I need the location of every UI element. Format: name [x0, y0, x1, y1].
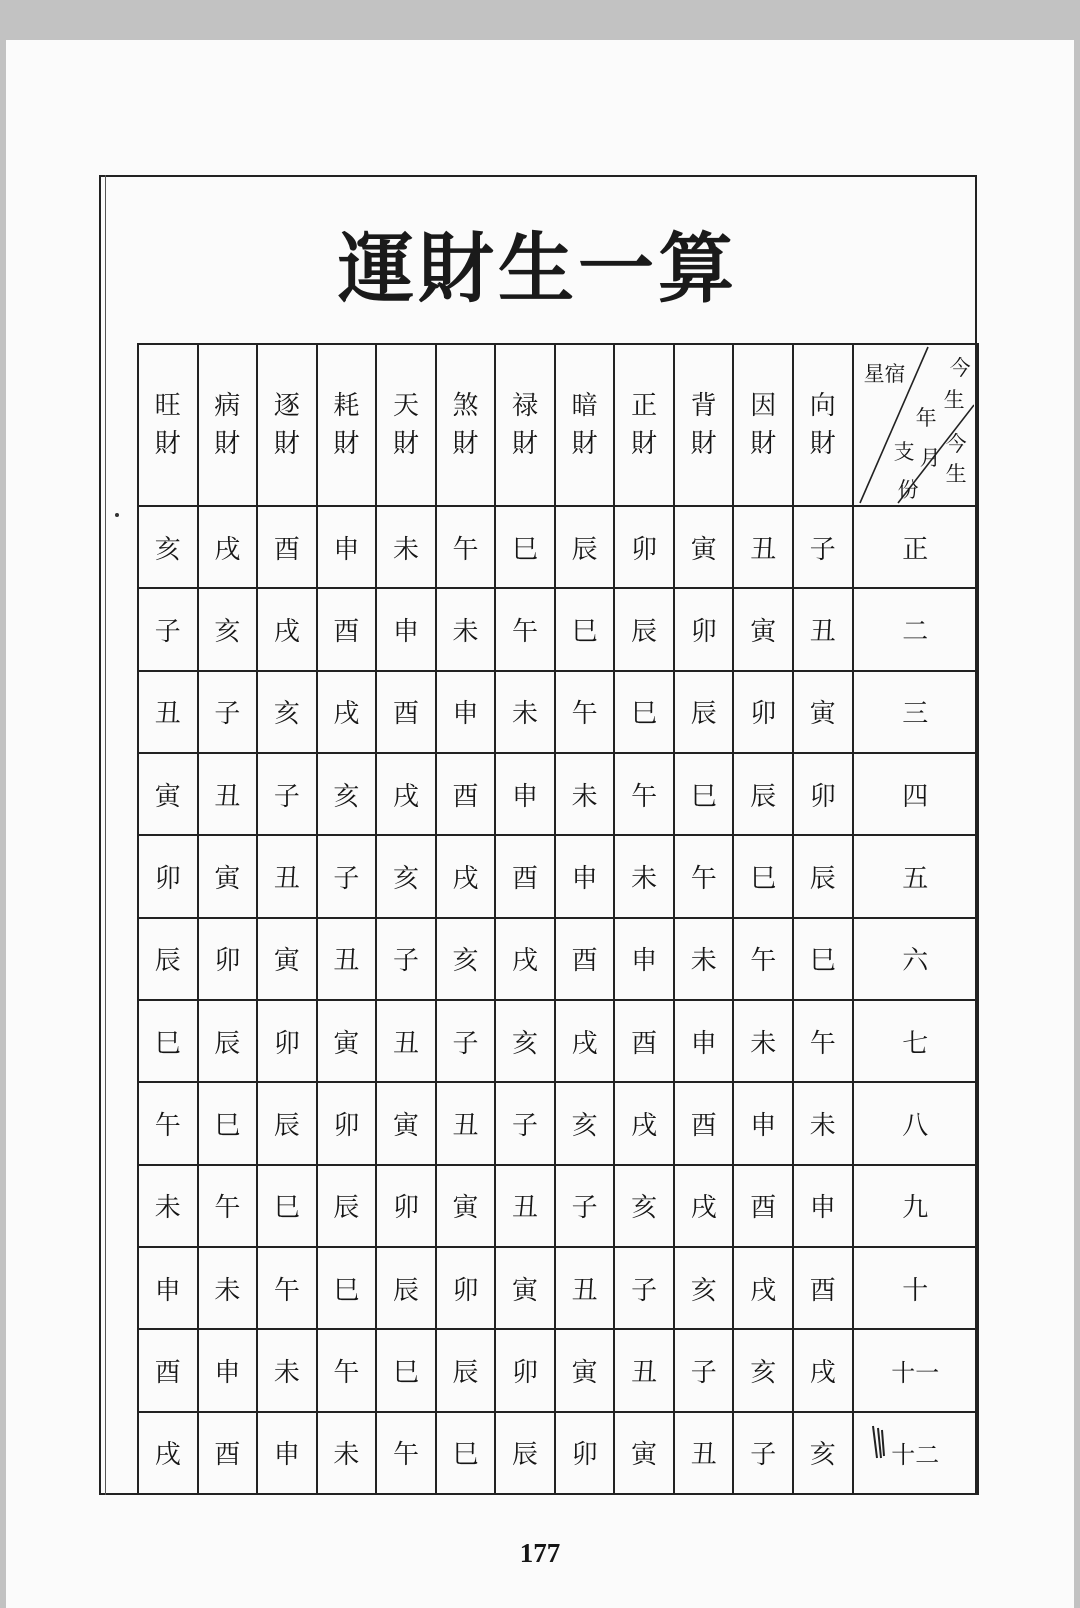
- table-cell: 申: [733, 1082, 793, 1164]
- column-header: [733, 344, 793, 506]
- table-cell: 辰: [376, 1247, 436, 1329]
- table-cell: 酉: [495, 835, 555, 917]
- table-cell: 申: [793, 1165, 853, 1247]
- corner-label-right-1: 今: [945, 432, 967, 456]
- table-cell: 戌: [138, 1412, 198, 1494]
- month-label: 十一: [853, 1329, 978, 1411]
- month-label: 正: [853, 506, 978, 588]
- table-cell: 申: [376, 588, 436, 670]
- table-row: [138, 1165, 978, 1247]
- month-label: 九: [853, 1165, 978, 1247]
- table-cell: 子: [793, 506, 853, 588]
- table-cell: 寅: [198, 835, 258, 917]
- column-header-label: 因財: [750, 391, 777, 459]
- column-header-label: 旺財: [154, 391, 181, 459]
- table-cell: 丑: [138, 671, 198, 753]
- column-header: [793, 344, 853, 506]
- table-cell: 卯: [198, 918, 258, 1000]
- table-cell: 酉: [674, 1082, 734, 1164]
- table-cell: 卯: [674, 588, 734, 670]
- table-cell: 子: [257, 753, 317, 835]
- table-cell: 戌: [674, 1165, 734, 1247]
- table-cell: 子: [436, 1000, 496, 1082]
- month-label: 六: [853, 918, 978, 1000]
- table-cell: 卯: [257, 1000, 317, 1082]
- table-cell: 亥: [436, 918, 496, 1000]
- table-cell: 亥: [495, 1000, 555, 1082]
- table-row: [138, 1329, 978, 1411]
- table-cell: 卯: [376, 1165, 436, 1247]
- table-cell: 未: [257, 1329, 317, 1411]
- table-cell: 未: [674, 918, 734, 1000]
- table-cell: 辰: [793, 835, 853, 917]
- table-cell: 午: [733, 918, 793, 1000]
- table-cell: 戌: [733, 1247, 793, 1329]
- table-cell: 子: [376, 918, 436, 1000]
- table-cell: 申: [436, 671, 496, 753]
- table-cell: 亥: [733, 1329, 793, 1411]
- table-cell: 辰: [733, 753, 793, 835]
- table-cell: 巳: [317, 1247, 377, 1329]
- column-header-label: 耗財: [333, 391, 360, 459]
- table-cell: 卯: [555, 1412, 615, 1494]
- table-cell: 午: [138, 1082, 198, 1164]
- month-label: 三: [853, 671, 978, 753]
- table-cell: 戌: [793, 1329, 853, 1411]
- table-cell: 戌: [436, 835, 496, 917]
- table-cell: 申: [198, 1329, 258, 1411]
- table-cell: 戌: [555, 1000, 615, 1082]
- corner-label-mid-2: 支: [893, 440, 915, 464]
- table-row: [138, 918, 978, 1000]
- table-row: [138, 671, 978, 753]
- corner-label-bottom: 份: [897, 478, 919, 502]
- table-row: [138, 1412, 978, 1494]
- table-cell: 辰: [198, 1000, 258, 1082]
- table-cell: 未: [733, 1000, 793, 1082]
- table-cell: 午: [198, 1165, 258, 1247]
- table-cell: 巳: [257, 1165, 317, 1247]
- table-cell: 申: [555, 835, 615, 917]
- table-cell: 戌: [198, 506, 258, 588]
- table-cell: 子: [674, 1329, 734, 1411]
- table-cell: 未: [376, 506, 436, 588]
- table-cell: 酉: [793, 1247, 853, 1329]
- table-cell: 寅: [138, 753, 198, 835]
- column-header: [198, 344, 258, 506]
- table-cell: 申: [257, 1412, 317, 1494]
- table-cell: 午: [376, 1412, 436, 1494]
- table-row: [138, 588, 978, 670]
- table-cell: 卯: [495, 1329, 555, 1411]
- table-cell: 巳: [436, 1412, 496, 1494]
- column-header: [257, 344, 317, 506]
- table-cell: 子: [495, 1082, 555, 1164]
- corner-label-xingxiu-1: 星宿: [863, 362, 906, 386]
- table-cell: 酉: [198, 1412, 258, 1494]
- table-cell: 未: [198, 1247, 258, 1329]
- table-cell: 寅: [674, 506, 734, 588]
- month-label: 二: [853, 588, 978, 670]
- table-cell: 午: [495, 588, 555, 670]
- table-cell: 丑: [555, 1247, 615, 1329]
- month-label: 十: [853, 1247, 978, 1329]
- table-cell: 未: [614, 835, 674, 917]
- corner-label-mid-1: 年: [915, 406, 937, 430]
- table-cell: 未: [495, 671, 555, 753]
- table-cell: 戌: [614, 1082, 674, 1164]
- table-cell: 卯: [614, 506, 674, 588]
- corner-header: [853, 344, 978, 506]
- corner-label-top-right-2: 生: [943, 388, 965, 412]
- table-cell: 辰: [614, 588, 674, 670]
- column-header: [674, 344, 734, 506]
- wealth-table: [137, 343, 979, 1495]
- table-cell: 子: [555, 1165, 615, 1247]
- table-cell: 丑: [257, 835, 317, 917]
- table-cell: 辰: [555, 506, 615, 588]
- table-cell: 寅: [495, 1247, 555, 1329]
- table-cell: 亥: [317, 753, 377, 835]
- table-cell: 亥: [674, 1247, 734, 1329]
- column-header: [436, 344, 496, 506]
- table-cell: 卯: [317, 1082, 377, 1164]
- table-cell: 子: [733, 1412, 793, 1494]
- table-cell: 申: [317, 506, 377, 588]
- table-cell: 午: [317, 1329, 377, 1411]
- column-header: [138, 344, 198, 506]
- table-cell: 午: [555, 671, 615, 753]
- table-cell: 巳: [495, 506, 555, 588]
- table-row: [138, 506, 978, 588]
- table-cell: 寅: [614, 1412, 674, 1494]
- table-cell: 寅: [317, 1000, 377, 1082]
- table-cell: 丑: [733, 506, 793, 588]
- table-cell: 巳: [614, 671, 674, 753]
- table-cell: 未: [555, 753, 615, 835]
- column-header: [555, 344, 615, 506]
- table-cell: 未: [138, 1165, 198, 1247]
- table-cell: 子: [138, 588, 198, 670]
- corner-label-top-right-1: 今: [949, 356, 971, 380]
- table-cell: 未: [436, 588, 496, 670]
- table-cell: 未: [793, 1082, 853, 1164]
- month-label: 五: [853, 835, 978, 917]
- frame-inner-line: [105, 175, 106, 1495]
- table-cell: 酉: [317, 588, 377, 670]
- table-cell: 辰: [674, 671, 734, 753]
- table-cell: 午: [257, 1247, 317, 1329]
- month-label: 十二: [853, 1412, 978, 1494]
- table-row: [138, 1082, 978, 1164]
- table-cell: 辰: [257, 1082, 317, 1164]
- table-cell: 午: [674, 835, 734, 917]
- column-header: [376, 344, 436, 506]
- table-cell: 丑: [614, 1329, 674, 1411]
- header-row: [138, 344, 978, 506]
- column-header-label: 病財: [214, 391, 241, 459]
- page-title: 運財生一算: [338, 224, 738, 313]
- ink-dot: [115, 513, 119, 517]
- table-cell: 申: [674, 1000, 734, 1082]
- table-cell: 卯: [793, 753, 853, 835]
- column-header-label: 逐財: [273, 391, 300, 459]
- table-cell: 寅: [376, 1082, 436, 1164]
- column-header: [317, 344, 377, 506]
- table-cell: 戌: [376, 753, 436, 835]
- table-cell: 酉: [555, 918, 615, 1000]
- table-cell: 亥: [555, 1082, 615, 1164]
- table-cell: 辰: [317, 1165, 377, 1247]
- table-cell: 子: [614, 1247, 674, 1329]
- column-header-label: 暗財: [571, 391, 598, 459]
- table-cell: 丑: [495, 1165, 555, 1247]
- table-cell: 午: [614, 753, 674, 835]
- table-cell: 辰: [436, 1329, 496, 1411]
- table-cell: 巳: [555, 588, 615, 670]
- table-cell: 巳: [376, 1329, 436, 1411]
- table-cell: 丑: [198, 753, 258, 835]
- table-cell: 丑: [317, 918, 377, 1000]
- table-cell: 辰: [138, 918, 198, 1000]
- table-cell: 申: [614, 918, 674, 1000]
- corner-label-right-2: 生: [945, 462, 967, 486]
- month-label: 七: [853, 1000, 978, 1082]
- table-cell: 戌: [257, 588, 317, 670]
- table-cell: 寅: [733, 588, 793, 670]
- table-cell: 巳: [138, 1000, 198, 1082]
- column-header-label: 向財: [809, 391, 836, 459]
- table-cell: 申: [138, 1247, 198, 1329]
- corner-label-mid-3: 月: [919, 446, 941, 470]
- table-cell: 巳: [198, 1082, 258, 1164]
- table-cell: 酉: [614, 1000, 674, 1082]
- table-cell: 未: [317, 1412, 377, 1494]
- column-header-label: 煞財: [452, 391, 479, 459]
- table-cell: 寅: [436, 1165, 496, 1247]
- table-cell: 亥: [198, 588, 258, 670]
- table-cell: 丑: [674, 1412, 734, 1494]
- column-header-label: 禄財: [512, 391, 539, 459]
- table-body: [138, 506, 978, 1494]
- column-header-label: 天財: [392, 391, 419, 459]
- month-label: 八: [853, 1082, 978, 1164]
- month-label: 四: [853, 753, 978, 835]
- pen-mark: [869, 1424, 887, 1460]
- column-header: [614, 344, 674, 506]
- table-cell: 丑: [793, 588, 853, 670]
- table-cell: 酉: [733, 1165, 793, 1247]
- page-number: 177: [519, 1538, 561, 1568]
- table-header: [138, 344, 978, 506]
- table-cell: 丑: [436, 1082, 496, 1164]
- table-cell: 酉: [257, 506, 317, 588]
- table-cell: 辰: [495, 1412, 555, 1494]
- table-cell: 酉: [376, 671, 436, 753]
- table-cell: 巳: [733, 835, 793, 917]
- table-cell: 申: [495, 753, 555, 835]
- table-cell: 寅: [555, 1329, 615, 1411]
- table-cell: 卯: [436, 1247, 496, 1329]
- table-cell: 卯: [138, 835, 198, 917]
- table-cell: 亥: [793, 1412, 853, 1494]
- table-cell: 戌: [317, 671, 377, 753]
- table-row: [138, 1000, 978, 1082]
- table-cell: 亥: [138, 506, 198, 588]
- table-cell: 丑: [376, 1000, 436, 1082]
- table-row: [138, 835, 978, 917]
- table-cell: 巳: [674, 753, 734, 835]
- column-header-label: 正財: [631, 391, 658, 459]
- table-cell: 午: [793, 1000, 853, 1082]
- table-cell: 亥: [257, 671, 317, 753]
- table-cell: 亥: [376, 835, 436, 917]
- table-cell: 巳: [793, 918, 853, 1000]
- table-cell: 酉: [138, 1329, 198, 1411]
- column-header-label: 背財: [690, 391, 717, 459]
- column-header: [495, 344, 555, 506]
- table-cell: 子: [317, 835, 377, 917]
- table-cell: 酉: [436, 753, 496, 835]
- table-cell: 亥: [614, 1165, 674, 1247]
- table-cell: 戌: [495, 918, 555, 1000]
- table-cell: 午: [436, 506, 496, 588]
- table-cell: 子: [198, 671, 258, 753]
- table-row: [138, 753, 978, 835]
- table-cell: 卯: [733, 671, 793, 753]
- table-row: [138, 1247, 978, 1329]
- table-cell: 寅: [793, 671, 853, 753]
- table-cell: 寅: [257, 918, 317, 1000]
